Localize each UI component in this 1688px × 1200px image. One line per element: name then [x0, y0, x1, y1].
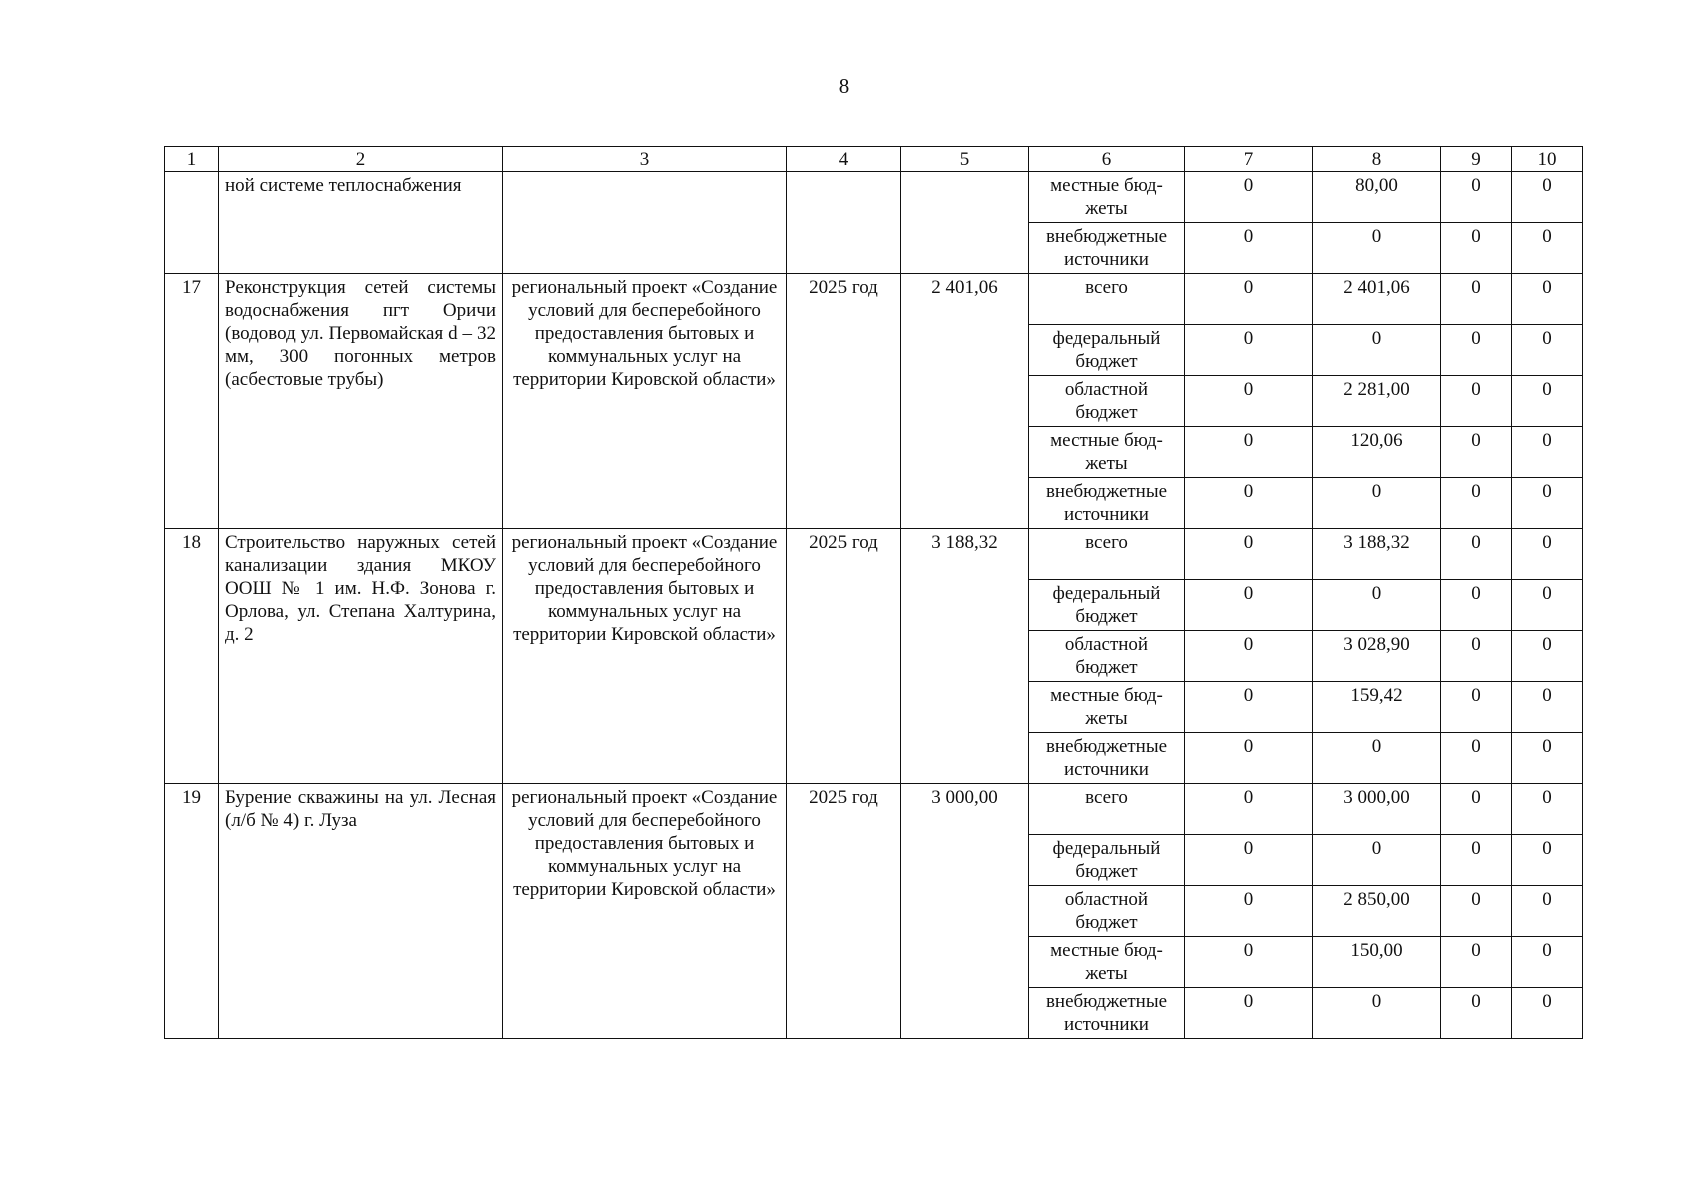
- value-cell: 0: [1185, 733, 1313, 784]
- value-cell: 0: [1441, 784, 1512, 835]
- row-number-cell: 17: [165, 274, 219, 529]
- value-cell: 0: [1185, 631, 1313, 682]
- header-cell: 1: [165, 147, 219, 172]
- value-cell: 0: [1313, 988, 1441, 1039]
- value-cell: 3 028,90: [1313, 631, 1441, 682]
- value-cell: 0: [1313, 733, 1441, 784]
- source-cell: федеральный бюджет: [1029, 580, 1185, 631]
- source-cell: внебюджетные источники: [1029, 988, 1185, 1039]
- value-cell: 0: [1512, 682, 1583, 733]
- object-name-cell: Строительство наружных сетей канализации здания МКОУ ООШ № 1 им. Н.Ф. Зонова г. Орлова, ул. Степана Халтурина, д. 2: [219, 529, 503, 784]
- value-cell: 0: [1185, 988, 1313, 1039]
- period-cell: 2025 год: [787, 784, 901, 1039]
- value-cell: 0: [1185, 172, 1313, 223]
- object-name-cell: ной системе теплоснабжения: [219, 172, 503, 274]
- source-cell: областной бюджет: [1029, 376, 1185, 427]
- value-cell: 0: [1185, 682, 1313, 733]
- value-cell: 2 281,00: [1313, 376, 1441, 427]
- value-cell: 0: [1185, 937, 1313, 988]
- source-cell: местные бюд-жеты: [1029, 937, 1185, 988]
- table-row: [165, 172, 1583, 223]
- value-cell: 0: [1441, 886, 1512, 937]
- value-cell: 159,42: [1313, 682, 1441, 733]
- total-cell: 2 401,06: [901, 274, 1029, 529]
- value-cell: 0: [1185, 478, 1313, 529]
- total-cell: 3 188,32: [901, 529, 1029, 784]
- value-cell: 0: [1512, 529, 1583, 580]
- value-cell: 0: [1512, 274, 1583, 325]
- value-cell: 0: [1441, 631, 1512, 682]
- value-cell: 0: [1441, 478, 1512, 529]
- value-cell: 0: [1313, 580, 1441, 631]
- value-cell: 0: [1185, 529, 1313, 580]
- value-cell: 2 401,06: [1313, 274, 1441, 325]
- value-cell: 150,00: [1313, 937, 1441, 988]
- value-cell: 2 850,00: [1313, 886, 1441, 937]
- header-cell: 6: [1029, 147, 1185, 172]
- value-cell: 0: [1185, 886, 1313, 937]
- value-cell: 0: [1185, 223, 1313, 274]
- object-name-cell: Бурение скважины на ул. Лесная (л/б № 4) г. Луза: [219, 784, 503, 1039]
- row-number-cell: [165, 172, 219, 274]
- source-cell: местные бюд-жеты: [1029, 682, 1185, 733]
- value-cell: 0: [1185, 325, 1313, 376]
- value-cell: 3 000,00: [1313, 784, 1441, 835]
- value-cell: 0: [1185, 376, 1313, 427]
- header-cell: 9: [1441, 147, 1512, 172]
- project-cell: региональный проект «Создание условий для бесперебойного предоставления бытовых и коммунальных услуг на территории Кировской области»: [503, 274, 787, 529]
- source-cell: местные бюд-жеты: [1029, 172, 1185, 223]
- value-cell: 0: [1441, 223, 1512, 274]
- total-cell: [901, 172, 1029, 274]
- table-row: [165, 784, 1583, 835]
- value-cell: 80,00: [1313, 172, 1441, 223]
- value-cell: 0: [1441, 325, 1512, 376]
- value-cell: 0: [1185, 580, 1313, 631]
- budget-table: [164, 146, 1583, 1039]
- value-cell: 0: [1512, 631, 1583, 682]
- row-number-cell: 18: [165, 529, 219, 784]
- value-cell: 0: [1313, 223, 1441, 274]
- value-cell: 0: [1441, 835, 1512, 886]
- object-name-cell: Реконструкция сетей системы водоснабжения пгт Оричи (водовод ул. Первомайская d – 32 мм, 300 погонных метров (асбестовые трубы): [219, 274, 503, 529]
- header-cell: 2: [219, 147, 503, 172]
- value-cell: 0: [1313, 478, 1441, 529]
- value-cell: 0: [1441, 733, 1512, 784]
- source-cell: федеральный бюджет: [1029, 835, 1185, 886]
- header-cell: 5: [901, 147, 1029, 172]
- value-cell: 0: [1512, 325, 1583, 376]
- source-cell: внебюджетные источники: [1029, 733, 1185, 784]
- value-cell: 0: [1512, 478, 1583, 529]
- period-cell: [787, 172, 901, 274]
- source-cell: всего: [1029, 274, 1185, 325]
- source-cell: внебюджетные источники: [1029, 478, 1185, 529]
- value-cell: 0: [1441, 988, 1512, 1039]
- page-number: 8: [838, 74, 850, 98]
- header-cell: 10: [1512, 147, 1583, 172]
- period-cell: 2025 год: [787, 529, 901, 784]
- value-cell: 0: [1512, 376, 1583, 427]
- header-row: [165, 147, 1583, 172]
- project-cell: региональный проект «Создание условий для бесперебойного предоставления бытовых и коммунальных услуг на территории Кировской области»: [503, 784, 787, 1039]
- value-cell: 0: [1185, 427, 1313, 478]
- source-cell: областной бюджет: [1029, 886, 1185, 937]
- value-cell: 0: [1313, 325, 1441, 376]
- value-cell: 0: [1441, 376, 1512, 427]
- source-cell: всего: [1029, 784, 1185, 835]
- project-cell: [503, 172, 787, 274]
- value-cell: 0: [1441, 580, 1512, 631]
- project-cell: региональный проект «Создание условий для бесперебойного предоставления бытовых и коммунальных услуг на территории Кировской области»: [503, 529, 787, 784]
- total-cell: 3 000,00: [901, 784, 1029, 1039]
- value-cell: 0: [1441, 937, 1512, 988]
- value-cell: 0: [1512, 886, 1583, 937]
- row-number-cell: 19: [165, 784, 219, 1039]
- value-cell: 0: [1512, 223, 1583, 274]
- header-cell: 8: [1313, 147, 1441, 172]
- source-cell: местные бюд-жеты: [1029, 427, 1185, 478]
- value-cell: 0: [1185, 784, 1313, 835]
- period-cell: 2025 год: [787, 274, 901, 529]
- value-cell: 0: [1512, 784, 1583, 835]
- source-cell: всего: [1029, 529, 1185, 580]
- value-cell: 0: [1313, 835, 1441, 886]
- value-cell: 0: [1441, 274, 1512, 325]
- header-cell: 7: [1185, 147, 1313, 172]
- table-row: [165, 529, 1583, 580]
- value-cell: 0: [1512, 733, 1583, 784]
- source-cell: областной бюджет: [1029, 631, 1185, 682]
- value-cell: 0: [1185, 274, 1313, 325]
- source-cell: федеральный бюджет: [1029, 325, 1185, 376]
- value-cell: 0: [1441, 172, 1512, 223]
- header-cell: 3: [503, 147, 787, 172]
- value-cell: 0: [1512, 427, 1583, 478]
- table-row: [165, 274, 1583, 325]
- value-cell: 0: [1185, 835, 1313, 886]
- value-cell: 0: [1512, 835, 1583, 886]
- value-cell: 0: [1441, 427, 1512, 478]
- value-cell: 0: [1512, 937, 1583, 988]
- value-cell: 0: [1441, 529, 1512, 580]
- header-cell: 4: [787, 147, 901, 172]
- source-cell: внебюджетные источники: [1029, 223, 1185, 274]
- value-cell: 0: [1512, 580, 1583, 631]
- value-cell: 0: [1512, 988, 1583, 1039]
- value-cell: 120,06: [1313, 427, 1441, 478]
- value-cell: 3 188,32: [1313, 529, 1441, 580]
- value-cell: 0: [1512, 172, 1583, 223]
- value-cell: 0: [1441, 682, 1512, 733]
